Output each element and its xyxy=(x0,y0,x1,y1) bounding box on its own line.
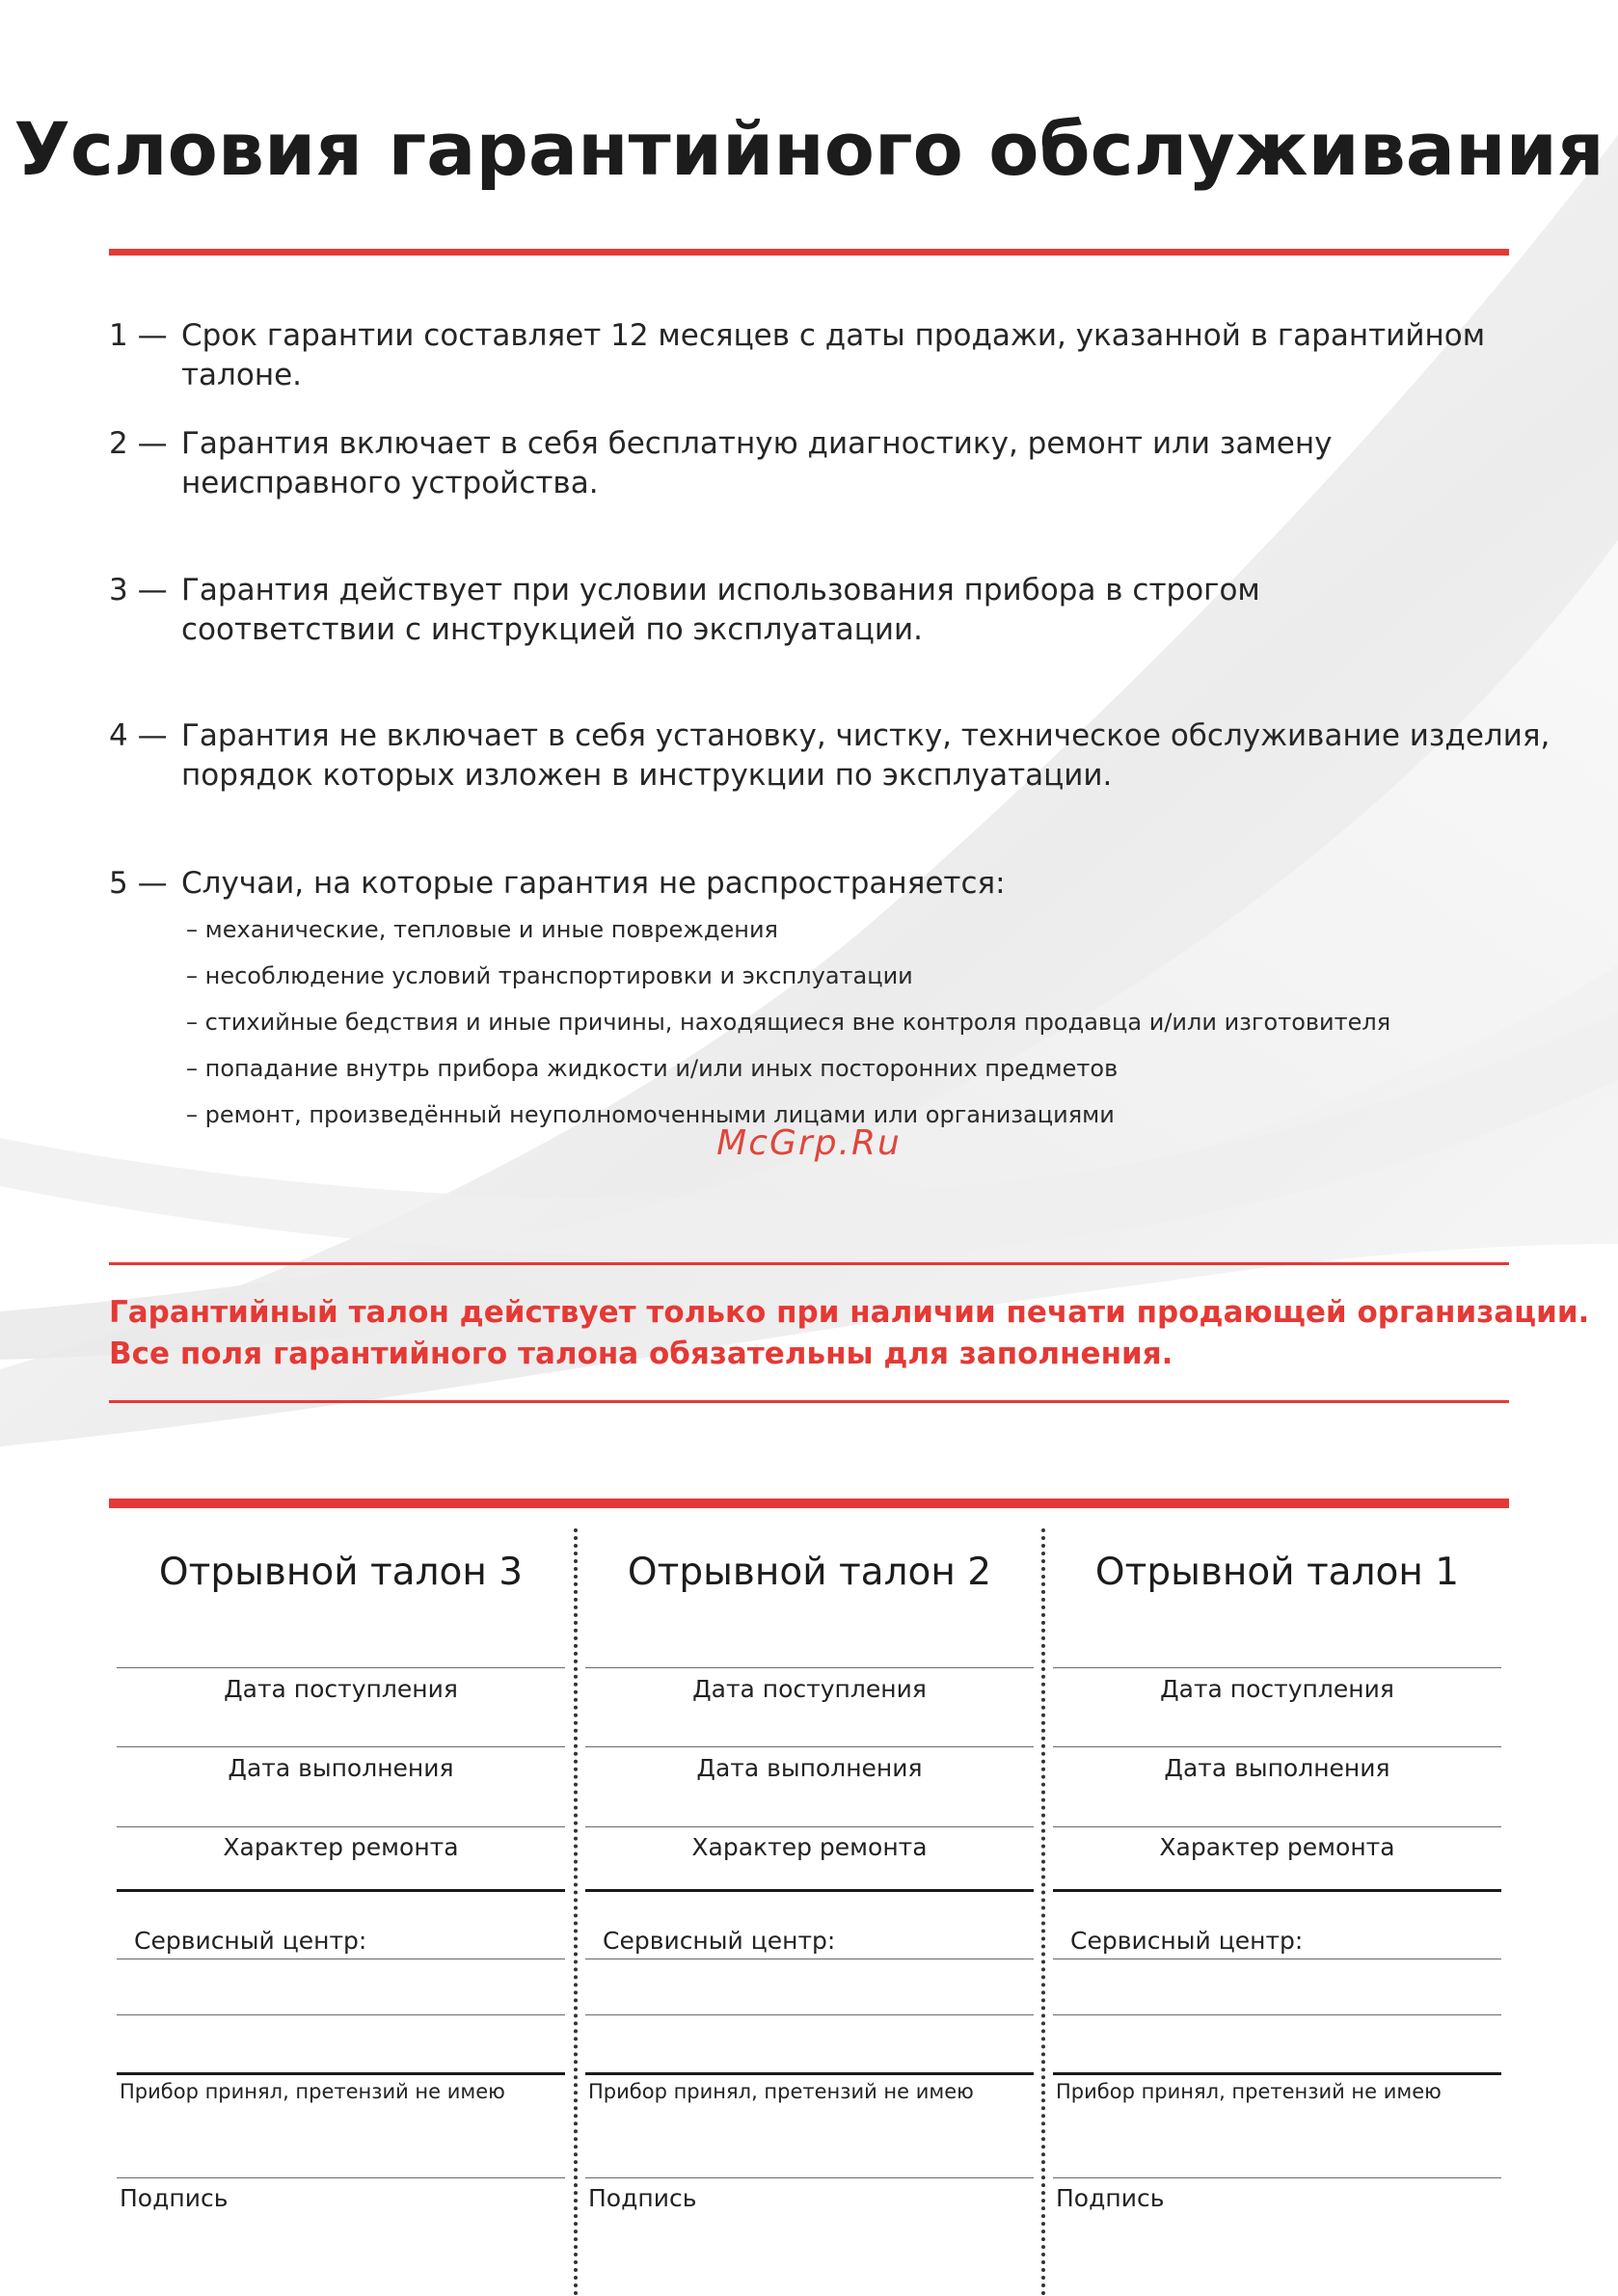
date-completed-label: Дата выполнения xyxy=(696,1754,923,1782)
field-line xyxy=(585,1958,1034,1959)
field-line xyxy=(585,2177,1034,2178)
condition-text: Срок гарантии составляет 12 месяцев с даты продажи, указанной в гарантийном талоне. xyxy=(181,318,1486,392)
field-line xyxy=(585,1826,1034,1827)
condition-number: 3 — xyxy=(109,573,168,608)
coupons-top-bar xyxy=(109,1499,1509,1508)
field-line xyxy=(585,1746,1034,1747)
field-line xyxy=(117,1667,565,1668)
field-line xyxy=(585,2014,1034,2015)
repair-type-label: Характер ремонта xyxy=(691,1833,928,1861)
field-line xyxy=(1053,1889,1501,1892)
perforation-line[interactable] xyxy=(574,1528,578,2296)
notice-line: Все поля гарантийного талона обязательны для заполнения. xyxy=(109,1337,1173,1371)
page-title: Условия гарантийного обслуживания xyxy=(13,106,1605,192)
service-center-label: Сервисный центр: xyxy=(603,1927,836,1955)
coupon-title: Отрывной талон 1 xyxy=(1094,1551,1460,1594)
condition-text: Гарантия действует при условии использования прибора в строгом соответствии с инструкцией по эксплуатации. xyxy=(181,573,1260,647)
signature-label: Подпись xyxy=(1056,2184,1165,2212)
field-line xyxy=(585,2072,1034,2075)
field-line xyxy=(1053,1958,1501,1959)
repair-type-label: Характер ремонта xyxy=(223,1833,459,1861)
condition-number: 4 — xyxy=(109,718,168,753)
exclusion-item: – механические, тепловые и иные повреждения xyxy=(186,916,778,943)
field-line xyxy=(585,1667,1034,1668)
notice-top-rule xyxy=(109,1262,1509,1265)
condition-number: 5 — xyxy=(109,866,168,901)
repair-type-label: Характер ремонта xyxy=(1159,1833,1395,1861)
signature-label: Подпись xyxy=(588,2184,697,2212)
field-line xyxy=(117,1889,565,1892)
condition-number: 1 — xyxy=(109,318,168,353)
field-line xyxy=(117,1746,565,1747)
condition-text: Случаи, на которые гарантия не распространяется: xyxy=(181,866,1006,901)
exclusion-item: – попадание внутрь прибора жидкости и/или иных посторонних предметов xyxy=(186,1055,1119,1082)
service-center-label: Сервисный центр: xyxy=(1070,1927,1304,1955)
watermark: McGrp.Ru xyxy=(716,1123,902,1163)
date-completed-label: Дата выполнения xyxy=(1164,1754,1390,1782)
field-line xyxy=(585,1889,1034,1892)
notice-bottom-rule xyxy=(109,1400,1509,1403)
field-line xyxy=(1053,1746,1501,1747)
field-line xyxy=(117,2177,565,2178)
condition-number: 2 — xyxy=(109,426,168,461)
field-line xyxy=(1053,1826,1501,1827)
tear-off-coupon-1 xyxy=(1053,1533,1501,2295)
condition-text: Гарантия не включает в себя установку, чистку, техническое обслуживание изделия, порядок которых изложен в инструкции по эксплуатации. xyxy=(181,718,1551,793)
service-center-label: Сервисный центр: xyxy=(134,1927,367,1955)
field-line xyxy=(117,1958,565,1959)
signature-label: Подпись xyxy=(120,2184,229,2212)
accepted-label: Прибор принял, претензий не имею xyxy=(120,2080,505,2103)
field-line xyxy=(1053,1667,1501,1668)
condition-text: Гарантия включает в себя бесплатную диагностику, ремонт или замену неисправного устройства. xyxy=(181,426,1333,500)
tear-off-coupon-2 xyxy=(585,1533,1034,2295)
date-received-label: Дата поступления xyxy=(224,1675,458,1703)
field-line xyxy=(1053,2177,1501,2178)
exclusion-item: – ремонт, произведённый неуполномоченными лицами или организациями xyxy=(186,1101,1115,1128)
field-line xyxy=(117,2072,565,2075)
exclusion-item: – несоблюдение условий транспортировки и эксплуатации xyxy=(186,962,913,989)
coupon-title: Отрывной талон 2 xyxy=(627,1551,992,1594)
perforation-line[interactable] xyxy=(1041,1528,1045,2296)
date-received-label: Дата поступления xyxy=(692,1675,927,1703)
field-line xyxy=(117,1826,565,1827)
date-received-label: Дата поступления xyxy=(1160,1675,1394,1703)
accepted-label: Прибор принял, претензий не имею xyxy=(588,2080,974,2103)
field-line xyxy=(1053,2014,1501,2015)
tear-off-coupon-3 xyxy=(117,1533,565,2295)
date-completed-label: Дата выполнения xyxy=(228,1754,454,1782)
notice-line: Гарантийный талон действует только при наличии печати продающей организации. xyxy=(109,1295,1590,1330)
title-underline xyxy=(109,249,1509,256)
field-line xyxy=(117,2014,565,2015)
field-line xyxy=(1053,2072,1501,2075)
exclusion-item: – стихийные бедствия и иные причины, находящиеся вне контроля продавца и/или изготовителя xyxy=(186,1009,1391,1036)
accepted-label: Прибор принял, претензий не имею xyxy=(1056,2080,1442,2103)
coupon-title: Отрывной талон 3 xyxy=(158,1551,524,1594)
